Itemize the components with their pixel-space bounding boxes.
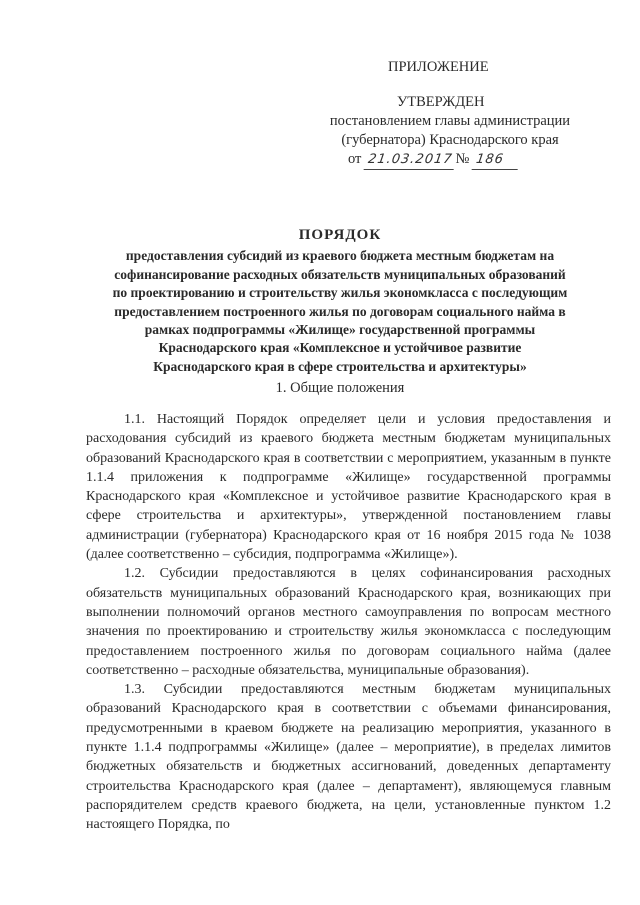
approved-label: УТВЕРЖДЕН xyxy=(397,94,485,110)
title-line: Краснодарского края в сфере строительства и архитектуры» xyxy=(153,358,527,374)
paragraph-1-2: 1.2. Субсидии предоставляются в целях софинансирования расходных обязательств муниципальных образований Краснодарского края, возникающих при выполнении полномочий органов местного самоуправления по вопросам местного значения по проектированию и строительству жилья экономкласса с последующим предоставлением построенного жилья по договорам социального найма (далее соответственно – расходные обязательства, муниципальные образования). xyxy=(86,566,611,678)
from-label: от xyxy=(348,151,362,167)
document-heading: ПОРЯДОК xyxy=(298,227,382,243)
handwritten-number: 186 xyxy=(472,150,521,170)
approval-date-line xyxy=(348,150,519,170)
title-line: Краснодарского края «Комплексное и устойчивое развитие xyxy=(158,340,522,356)
title-line: софинансирование расходных обязательств муниципальных образований xyxy=(114,266,566,282)
approval-line-2: (губернатора) Краснодарского края xyxy=(341,132,559,148)
title-line: предоставления субсидий из краевого бюджета местным бюджетам на xyxy=(125,248,555,264)
handwritten-date: 21.03.2017 xyxy=(364,150,457,170)
appendix-label: ПРИЛОЖЕНИЕ xyxy=(388,59,489,75)
title-line: рамках подпрограммы «Жилище» государственной программы xyxy=(144,322,536,338)
title-line: предоставлением построенного жилья по договорам социального найма в xyxy=(114,303,566,319)
document-title-block xyxy=(60,226,620,376)
title-line: по проектированию и строительству жилья экономкласса с последующим xyxy=(112,285,568,301)
paragraph-1-3: 1.3. Субсидии предоставляются местным бюджетам муниципальных образований Краснодарского края в соответствии с объемами финансирования, предусмотренными в краевом бюджете на реализацию мероприятия, указанного в пункте 1.1.4 подпрограммы «Жилище» (далее – мероприятие), в пределах лимитов бюджетных обязательств и бюджетных ассигнований, доведенных департаменту строительства Краснодарского края (далее – департамент), являющемуся главным распорядителем средств краевого бюджета, на цели, установленные пунктом 1.2 настоящего Порядка, по xyxy=(86,682,611,833)
approval-line-1: постановлением главы администрации xyxy=(329,113,571,129)
body-text xyxy=(86,410,611,835)
paragraph-1-1: 1.1. Настоящий Порядок определяет цели и условия предоставления и расходования субсидий из краевого бюджета местным бюджетам муниципальных образований Краснодарского края в соответствии с мероприятием, указанным в пункте 1.1.4 приложения к подпрограмме «Жилище» государственной программы Краснодарского края «Комплексное и устойчивое развитие Краснодарского края в сфере строительства и архитектуры», утвержденной постановлением главы администрации (губернатора) Краснодарского края от 16 ноября 2015 года № 1038 (далее соответственно – субсидия, подпрограмма «Жилище»). xyxy=(86,412,611,563)
section-heading: 1. Общие положения xyxy=(275,380,405,396)
number-label: № xyxy=(455,151,470,167)
